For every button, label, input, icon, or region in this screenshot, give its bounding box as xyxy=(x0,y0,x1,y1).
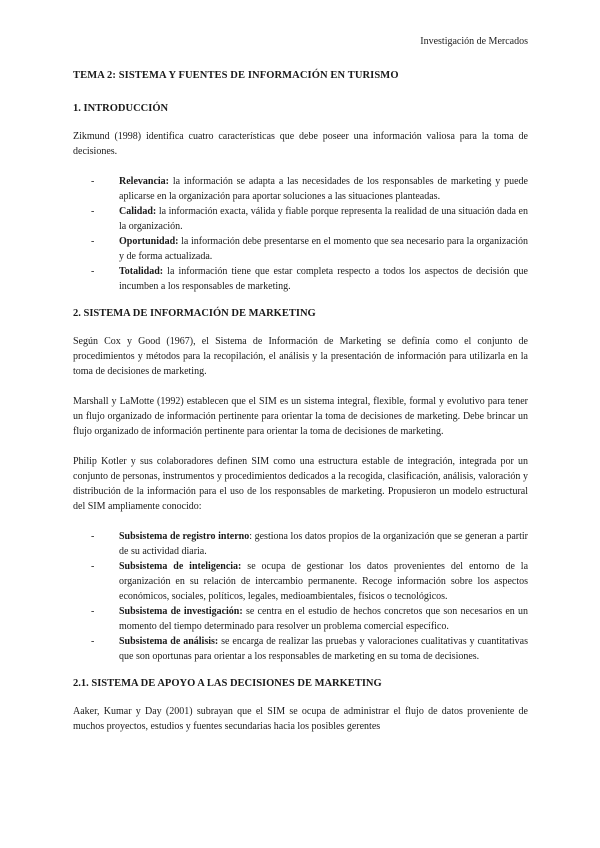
list-item-text: se centra en el estudio de hechos concretos que son necesarios en un momento del tiempo determinado para resolver un problema comercial específico. xyxy=(119,606,528,632)
list-item xyxy=(73,264,528,294)
list-item-text: : gestiona los datos propios de la organización que se generan a partir de su actividad diaria. xyxy=(119,531,528,557)
dash-bullet: - xyxy=(91,606,95,617)
dash-bullet: - xyxy=(91,531,95,542)
list-item-term: Subsistema de registro interno xyxy=(119,531,250,542)
section-heading-sim: 2. SISTEMA DE INFORMACIÓN DE MARKETING xyxy=(73,308,316,319)
paragraph: Philip Kotler y sus colaboradores definen SIM como una estructura estable de integración, integrada por un conjunto de personas, instrumentos y procedimientos dedicados a la recogida, clasificación, análisis, valoración y distribución de la información para el uso de los responsables de marketing. Propusieron un modelo estructural del SIM ampliamente conocido: xyxy=(73,456,528,512)
list-item-term: Calidad: xyxy=(119,206,157,217)
dash-bullet: - xyxy=(91,176,95,187)
dash-bullet: - xyxy=(91,561,95,572)
list-item-term: Oportunidad: xyxy=(119,236,179,247)
characteristics-list xyxy=(73,174,528,294)
paragraph: Zikmund (1998) identifica cuatro características que debe poseer una información valiosa para la toma de decisiones. xyxy=(73,131,528,157)
list-item-text: la información se adapta a las necesidades de los responsables de marketing y puede aplicarse en la organización para aportar soluciones a las situaciones planteadas. xyxy=(119,176,528,202)
subsystems-list xyxy=(73,529,528,664)
list-item-text: se ocupa de gestionar los datos provenientes del entorno de la organización en su relación de intercambio permanente. Recoge información sobre los aspectos económicos, sociales, políticos, legales, medioambientales, físicos o tecnológicos. xyxy=(119,561,529,602)
list-item xyxy=(73,204,528,234)
document-body xyxy=(73,70,528,749)
list-item xyxy=(73,604,528,634)
list-item-term: Subsistema de análisis: xyxy=(119,636,219,647)
paragraph: Según Cox y Good (1967), el Sistema de Información de Marketing se definía como el conjunto de procedimientos y métodos para la recopilación, el análisis y la presentación de información para utilizarla en la toma de decisiones de marketing. xyxy=(73,336,528,377)
running-header: Investigación de Mercados xyxy=(420,36,528,47)
list-item-text: la información tiene que estar completa respecto a todos los aspectos de decisión que incumben a los responsables de marketing. xyxy=(119,266,528,292)
list-item xyxy=(73,174,528,204)
paragraph: Aaker, Kumar y Day (2001) subrayan que el SIM se ocupa de administrar el flujo de datos proveniente de muchos proyectos, estudios y fuentes secundarias hacia los posibles gerentes xyxy=(73,706,528,732)
document-title: TEMA 2: SISTEMA Y FUENTES DE INFORMACIÓN EN TURISMO xyxy=(73,70,399,81)
section-heading-apoyo-decisiones: 2.1. SISTEMA DE APOYO A LAS DECISIONES DE MARKETING xyxy=(73,678,382,689)
paragraph: Marshall y LaMotte (1992) establecen que el SIM es un sistema integral, flexible, formal y evolutivo para tener un flujo organizado de información pertinente para orientar la toma de decisiones de marketing. Debe brincar un flujo organizado de información pertinente para orientar la toma de decisiones de marketing. xyxy=(73,396,528,437)
dash-bullet: - xyxy=(91,266,95,277)
list-item-term: Totalidad: xyxy=(119,266,164,277)
list-item xyxy=(73,559,528,604)
list-item-text: la información exacta, válida y fiable porque representa la realidad de una situación dada en la organización. xyxy=(119,206,528,232)
list-item xyxy=(73,234,528,264)
section-heading-introduccion: 1. INTRODUCCIÓN xyxy=(73,103,169,114)
list-item-text: la información debe presentarse en el momento que sea necesario para la organización y de forma actualizada. xyxy=(119,236,528,262)
list-item-term: Relevancia: xyxy=(119,176,169,187)
list-item-term: Subsistema de investigación: xyxy=(119,606,243,617)
dash-bullet: - xyxy=(91,236,95,247)
list-item-text: se encarga de realizar las pruebas y valoraciones cualitativas y cuantitativas que son oportunas para orientar a los responsables de marketing en su toma de decisiones. xyxy=(119,636,528,662)
list-item xyxy=(73,634,528,664)
list-item xyxy=(73,529,528,559)
list-item-term: Subsistema de inteligencia: xyxy=(119,561,242,572)
dash-bullet: - xyxy=(91,636,95,647)
dash-bullet: - xyxy=(91,206,95,217)
